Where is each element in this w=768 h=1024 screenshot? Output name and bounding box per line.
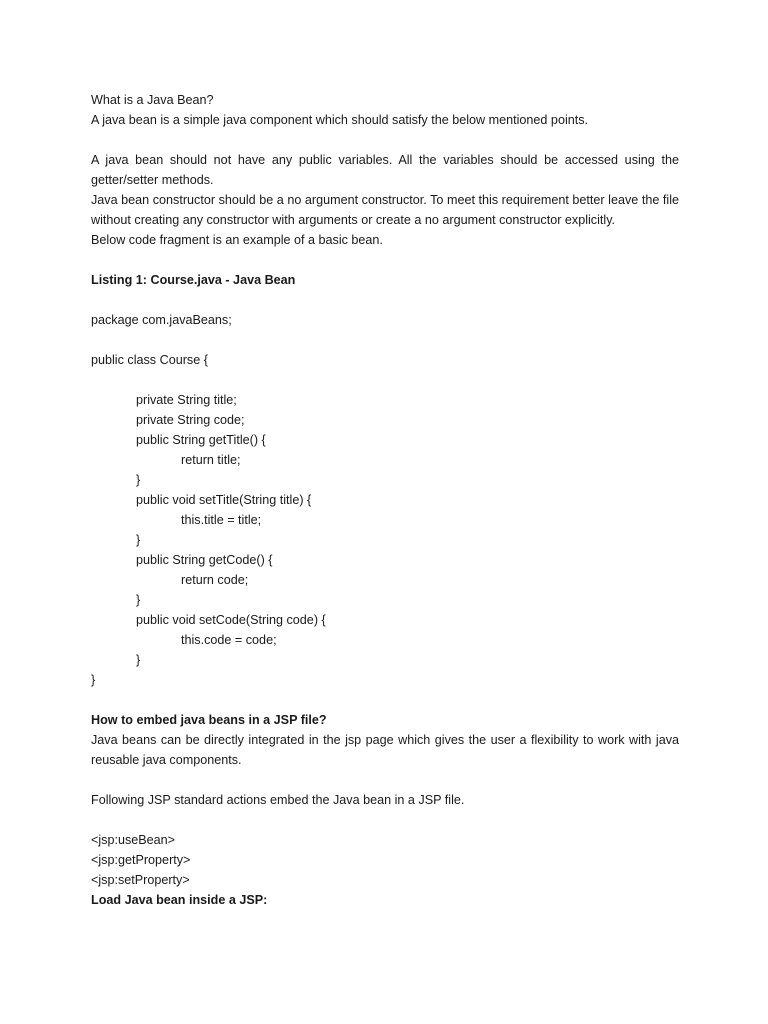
- code-get-code-body: return code;: [181, 573, 249, 587]
- spacer: [91, 290, 679, 310]
- code-closing-brace: }: [136, 473, 141, 487]
- spacer: [91, 690, 679, 710]
- spacer: [91, 130, 679, 150]
- action-set-property: <jsp:setProperty>: [91, 873, 190, 887]
- point-no-arg-constructor: Java bean constructor should be a no argument constructor. To meet this requirement better leave the file without creating any constructor with arguments or create a no argument constructor explicitly.: [91, 193, 679, 227]
- code-closing-brace: }: [136, 593, 141, 607]
- code-field-code: private String code;: [136, 413, 245, 427]
- heading-embed-java-beans: How to embed java beans in a JSP file?: [91, 713, 327, 727]
- point-code-fragment: Below code fragment is an example of a basic bean.: [91, 233, 383, 247]
- heading-what-is-java-bean: What is a Java Bean?: [91, 93, 214, 107]
- listing-title: Listing 1: Course.java - Java Bean: [91, 273, 296, 287]
- code-get-code-signature: public String getCode() {: [136, 553, 273, 567]
- spacer: [91, 250, 679, 270]
- code-get-title-body: return title;: [181, 453, 241, 467]
- actions-intro: Following JSP standard actions embed the Java bean in a JSP file.: [91, 793, 465, 807]
- code-package: package com.javaBeans;: [91, 313, 232, 327]
- code-class-closing-brace: }: [91, 673, 96, 687]
- code-class-declaration: public class Course {: [91, 353, 208, 367]
- action-use-bean: <jsp:useBean>: [91, 833, 176, 847]
- code-set-code-signature: public void setCode(String code) {: [136, 613, 326, 627]
- code-field-title: private String title;: [136, 393, 237, 407]
- document-content: [91, 90, 679, 910]
- code-closing-brace: }: [136, 653, 141, 667]
- code-set-title-signature: public void setTitle(String title) {: [136, 493, 312, 507]
- code-set-title-body: this.title = title;: [181, 513, 262, 527]
- code-set-code-body: this.code = code;: [181, 633, 277, 647]
- heading-load-java-bean: Load Java bean inside a JSP:: [91, 893, 268, 907]
- spacer: [91, 330, 679, 350]
- intro-text: A java bean is a simple java component which should satisfy the below mentioned points.: [91, 113, 589, 127]
- spacer: [91, 370, 679, 390]
- code-get-title-signature: public String getTitle() {: [136, 433, 266, 447]
- point-public-variables: A java bean should not have any public variables. All the variables should be accessed using the getter/setter methods.: [91, 153, 679, 187]
- embed-paragraph: Java beans can be directly integrated in the jsp page which gives the user a flexibility to work with java reusable java components.: [91, 733, 679, 767]
- code-closing-brace: }: [136, 533, 141, 547]
- spacer: [91, 810, 679, 830]
- action-get-property: <jsp:getProperty>: [91, 853, 191, 867]
- spacer: [91, 770, 679, 790]
